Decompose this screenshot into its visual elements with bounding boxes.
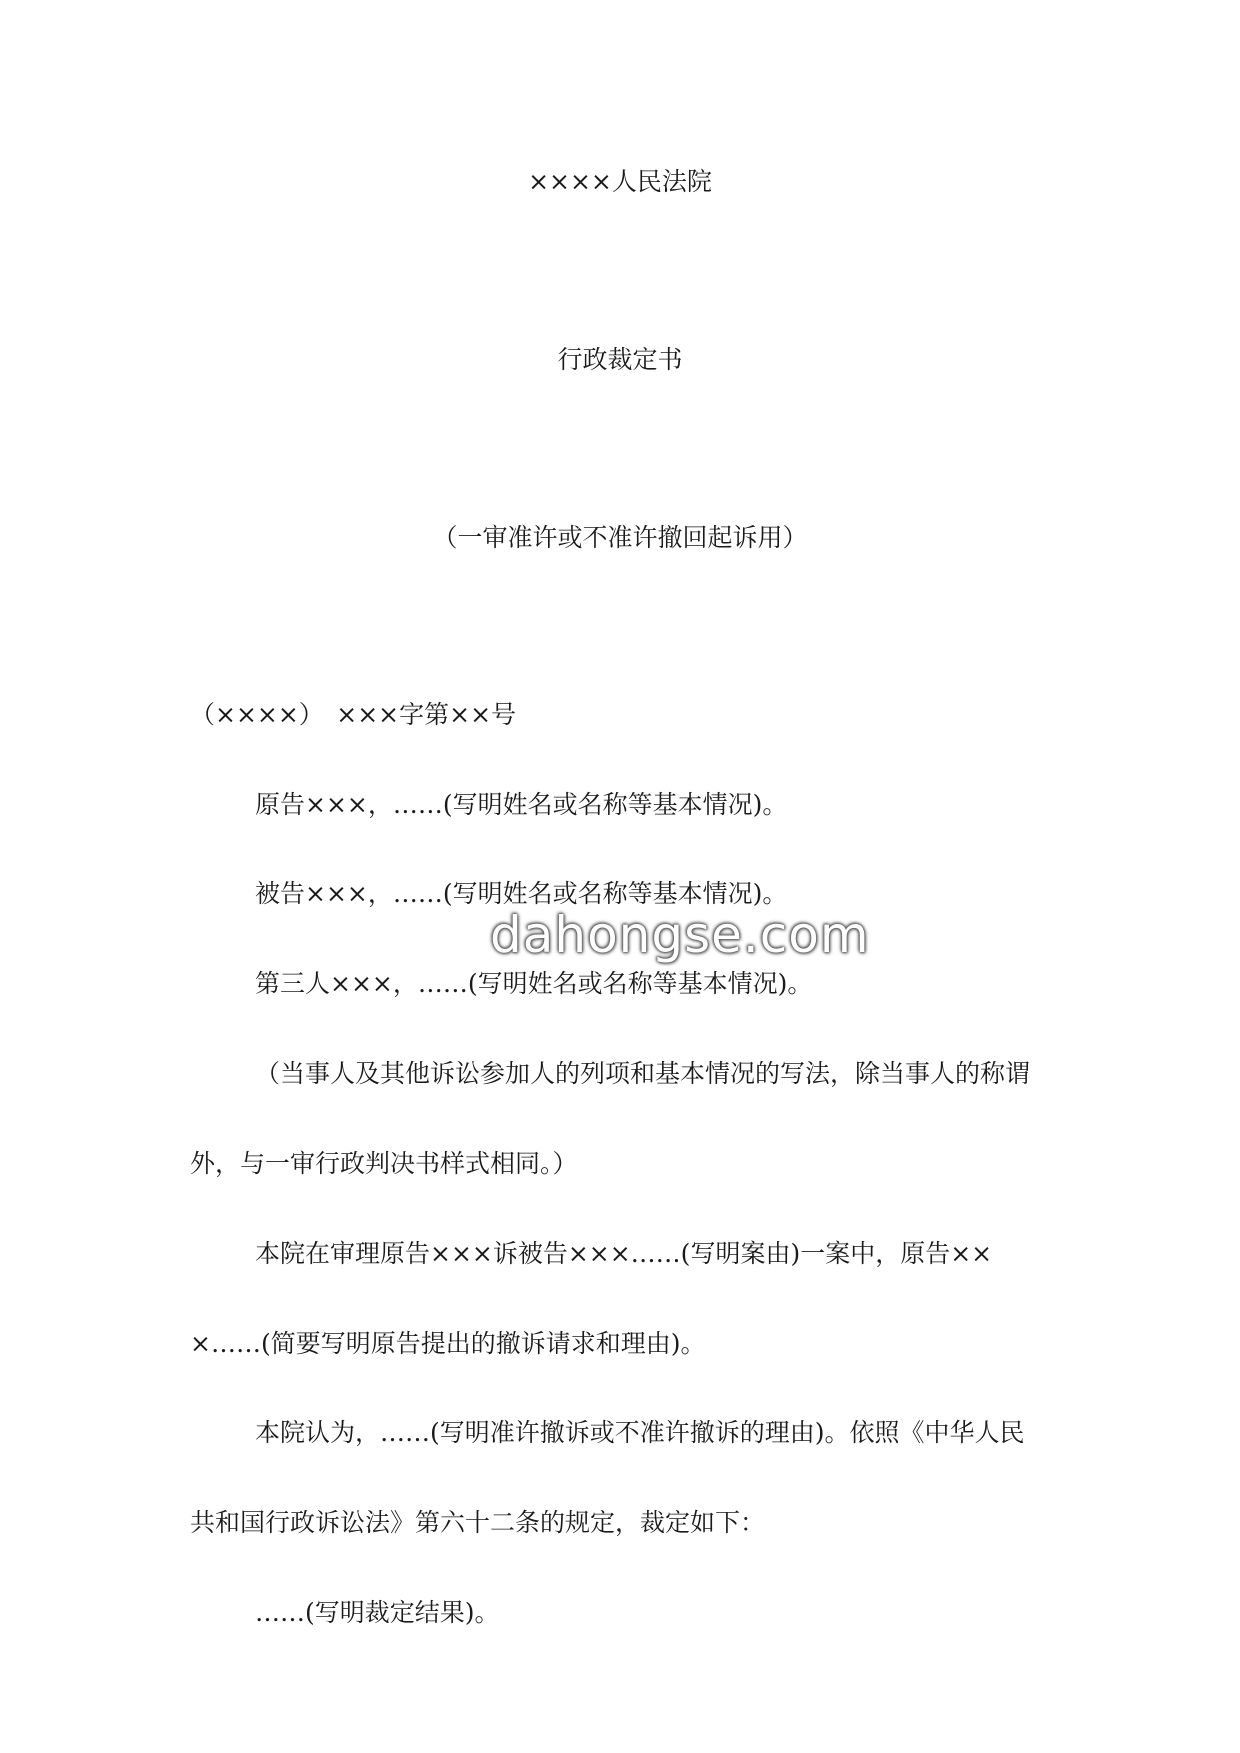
defendant-line: 被告×××，……(写明姓名或名称等基本情况)。 [255, 879, 788, 908]
ruling-result-line: ……(写明裁定结果)。 [255, 1598, 500, 1627]
plaintiff-line: 原告×××，……(写明姓名或名称等基本情况)。 [255, 790, 788, 819]
case-hearing-line-1: 本院在审理原告×××诉被告×××……(写明案由)一案中，原告×× [255, 1239, 993, 1268]
document-title: 行政裁定书 [557, 345, 683, 374]
watermark: dahongse.com [490, 906, 870, 964]
case-number: （××××） ×××字第××号 [190, 700, 517, 729]
court-opinion-line-2: 共和国行政诉讼法》第六十二条的规定，裁定如下： [190, 1508, 766, 1537]
participants-note-line-1: （当事人及其他诉讼参加人的列项和基本情况的写法，除当事人的称谓 [255, 1059, 1031, 1088]
court-name: ××××人民法院 [528, 167, 712, 196]
participants-note-line-2: 外，与一审行政判决书样式相同。） [190, 1149, 578, 1178]
case-hearing-line-2: ×……(简要写明原告提出的撤诉请求和理由)。 [190, 1329, 706, 1358]
third-party-line: 第三人×××，……(写明姓名或名称等基本情况)。 [255, 969, 813, 998]
court-opinion-line-1: 本院认为，……(写明准许撤诉或不准许撤诉的理由)。依照《中华人民 [255, 1418, 1025, 1447]
document-subtitle: （一审准许或不准许撤回起诉用） [432, 523, 808, 552]
